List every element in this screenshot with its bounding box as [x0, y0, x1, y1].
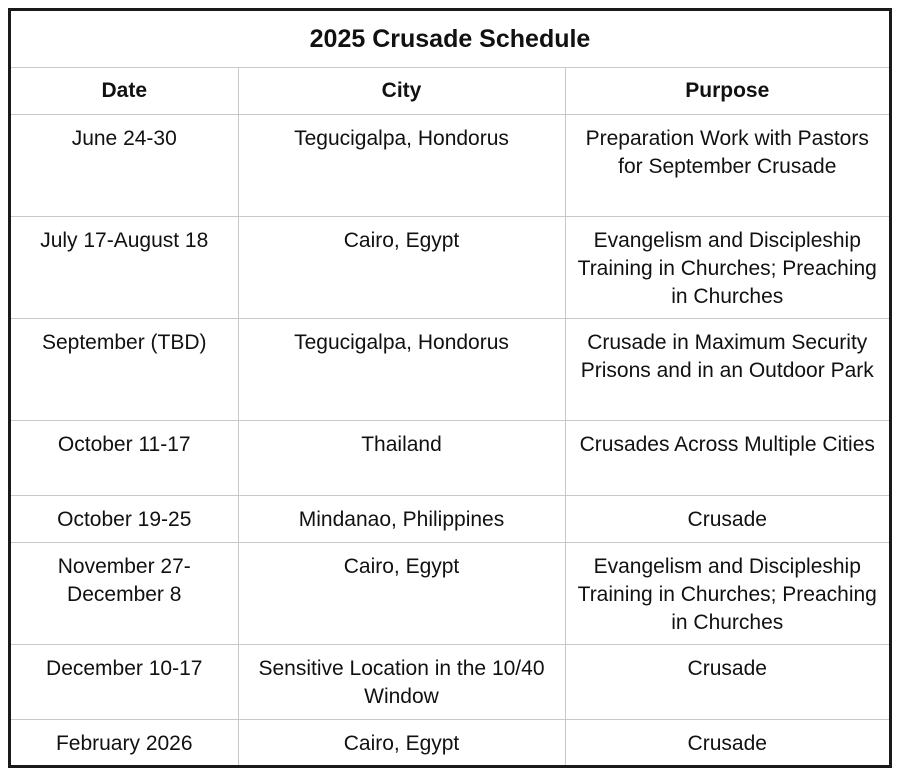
city-cell: Thailand — [238, 421, 565, 496]
table-row — [11, 645, 889, 720]
purpose-cell: Crusades Across Multiple Cities — [565, 421, 889, 496]
city-cell: Mindanao, Philippines — [238, 496, 565, 543]
city-cell: Sensitive Location in the 10/40 Window — [238, 645, 565, 720]
city-cell: Cairo, Egypt — [238, 720, 565, 766]
purpose-cell: Crusade in Maximum Security Prisons and in an Outdoor Park — [565, 319, 889, 421]
schedule-table — [11, 11, 889, 765]
date-cell: October 11-17 — [11, 421, 238, 496]
date-cell: February 2026 — [11, 720, 238, 766]
date-cell: June 24-30 — [11, 115, 238, 217]
table-row — [11, 115, 889, 217]
title-row — [11, 11, 889, 68]
date-cell: November 27-December 8 — [11, 543, 238, 645]
city-cell: Tegucigalpa, Hondorus — [238, 319, 565, 421]
header-row — [11, 68, 889, 115]
date-cell: December 10-17 — [11, 645, 238, 720]
date-cell: September (TBD) — [11, 319, 238, 421]
purpose-cell: Evangelism and Discipleship Training in Churches; Preaching in Churches — [565, 543, 889, 645]
purpose-cell: Preparation Work with Pastors for September Crusade — [565, 115, 889, 217]
city-cell: Cairo, Egypt — [238, 217, 565, 319]
schedule-table-frame — [8, 8, 892, 768]
table-row — [11, 496, 889, 543]
header-purpose: Purpose — [565, 68, 889, 115]
table-row — [11, 543, 889, 645]
table-title: 2025 Crusade Schedule — [11, 11, 889, 68]
date-cell: October 19-25 — [11, 496, 238, 543]
table-row — [11, 720, 889, 766]
table-row — [11, 217, 889, 319]
purpose-cell: Crusade — [565, 720, 889, 766]
header-date: Date — [11, 68, 238, 115]
header-city: City — [238, 68, 565, 115]
city-cell: Cairo, Egypt — [238, 543, 565, 645]
purpose-cell: Crusade — [565, 645, 889, 720]
date-cell: July 17-August 18 — [11, 217, 238, 319]
city-cell: Tegucigalpa, Hondorus — [238, 115, 565, 217]
table-row — [11, 421, 889, 496]
purpose-cell: Crusade — [565, 496, 889, 543]
table-row — [11, 319, 889, 421]
purpose-cell: Evangelism and Discipleship Training in Churches; Preaching in Churches — [565, 217, 889, 319]
